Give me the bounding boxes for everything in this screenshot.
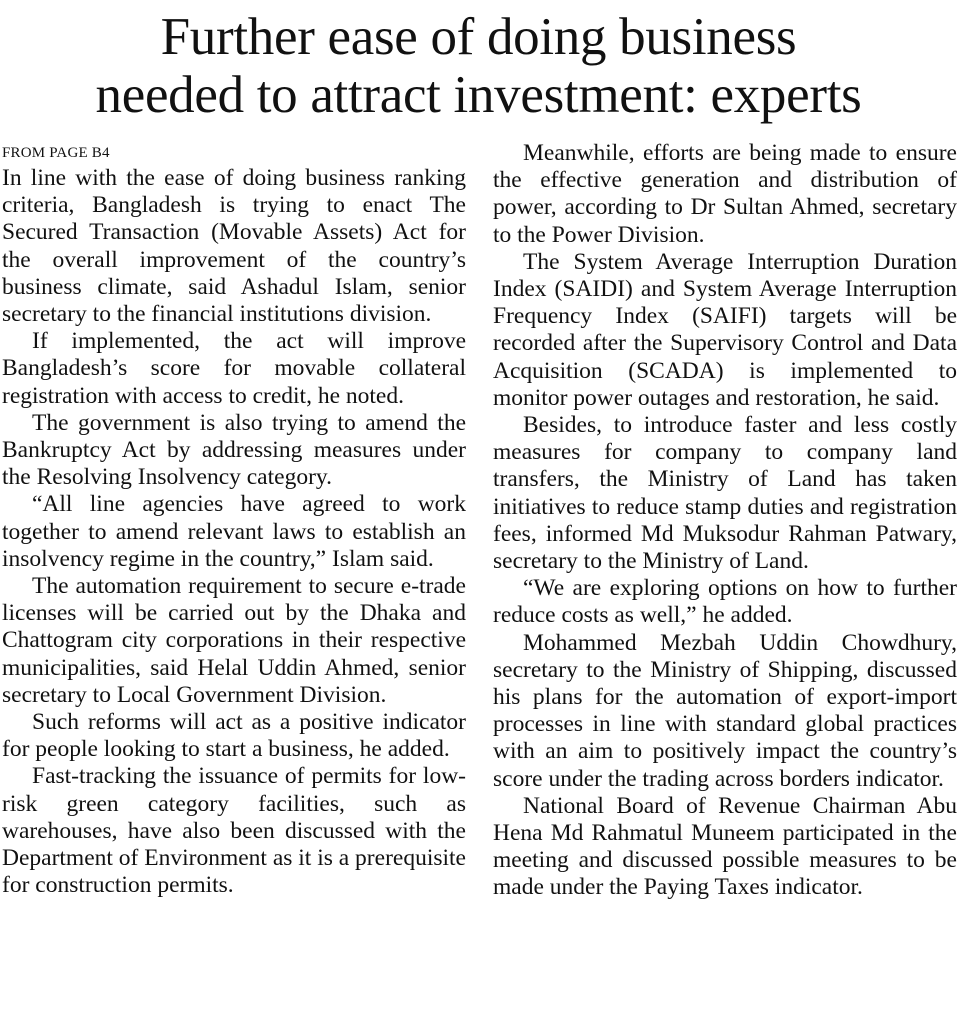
article-column-left [2, 140, 466, 899]
paragraph: National Board of Revenue Chairman Abu Hena Md Rahmatul Muneem participated in the meeting and discussed possible measures to be made under the Paying Taxes indicator. [493, 792, 957, 901]
paragraph: Meanwhile, efforts are being made to ensure the effective generation and distribution of power, according to Dr Sultan Ahmed, secretary to the Power Division. [493, 140, 957, 248]
paragraph: “We are exploring options on how to further reduce costs as well,” he added. [493, 575, 957, 629]
headline-line-2: needed to attract investment: experts [95, 66, 862, 124]
paragraph: The automation requirement to secure e-trade licenses will be carried out by the Dhaka and Chattogram city corporations in their respective municipalities, said Helal Uddin Ahmed, senior secretary to Local Government Division. [2, 573, 466, 708]
paragraph: Besides, to introduce faster and less costly measures for company to company land transfers, the Ministry of Land has taken initiatives to reduce stamp duties and registration fees, informed Md Muksodur Rahman Patwary, secretary to the Ministry of Land. [493, 412, 957, 575]
headline [0, 8, 957, 124]
paragraph: “All line agencies have agreed to work together to amend relevant laws to establish an insolvency regime in the country,” Islam said. [2, 491, 466, 572]
paragraph: Mohammed Mezbah Uddin Chowdhury, secretary to the Ministry of Shipping, discussed his plans for the automation of export-import processes in line with standard global practices with an aim to positively impact the country’s score under the trading across borders indicator. [493, 629, 957, 792]
paragraph: The government is also trying to amend the Bankruptcy Act by addressing measures under the Resolving Insolvency category. [2, 409, 466, 491]
continuation-kicker: FROM PAGE B4 [2, 145, 110, 161]
article-column-right [493, 140, 957, 902]
paragraph: Fast-tracking the issuance of permits for low-risk green category facilities, such as warehouses, have also been discussed with the Department of Environment as it is a prerequisite for construction permits. [2, 763, 466, 899]
paragraph: In line with the ease of doing business ranking criteria, Bangladesh is trying to enact The Secured Transaction (Movable Assets) Act for the overall improvement of the country’s business climate, said Ashadul Islam, senior secretary to the financial institutions division. [2, 165, 466, 328]
headline-line-1: Further ease of doing business [160, 8, 797, 66]
paragraph: If implemented, the act will improve Bangladesh’s score for movable collateral registration with access to credit, he noted. [2, 328, 466, 409]
paragraph: Such reforms will act as a positive indicator for people looking to start a business, he added. [2, 709, 466, 763]
paragraph: The System Average Interruption Duration Index (SAIDI) and System Average Interruption Frequency Index (SAIFI) targets will be recorded after the Supervisory Control and Data Acquisition (SCADA) is implemented to monitor power outages and restoration, he said. [493, 248, 957, 411]
